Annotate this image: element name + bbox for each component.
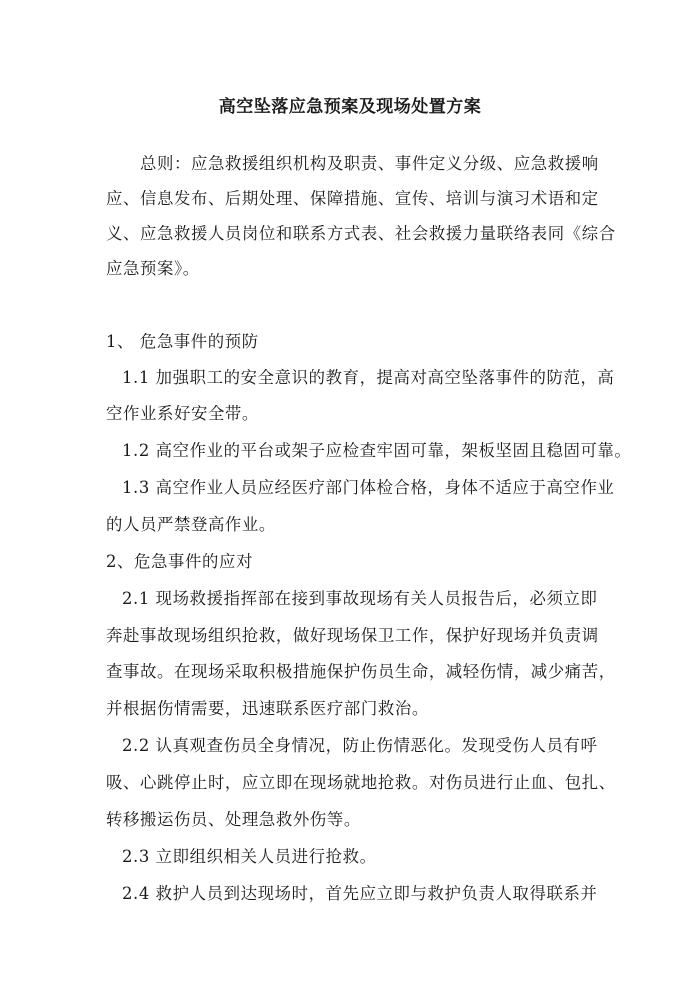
text-line: 转移搬运伤员、处理急救外伤等。	[106, 810, 361, 829]
text-line: 2.4 救护人员到达现场时，首先应立即与救护负责人取得联系并	[122, 884, 598, 903]
text-line: 1.3 高空作业人员应经医疗部门体检合格，身体不适应于高空作业	[122, 478, 615, 497]
text-line: 2.2 认真观查伤员全身情况，防止伤情恶化。发现受伤人员有呼	[122, 736, 598, 755]
text-line: 2.1 现场救援指挥部在接到事故现场有关人员报告后，必须立即	[122, 589, 598, 608]
text-line: 空作业系好安全带。	[106, 404, 259, 423]
text-line: 总则：应急救援组织机构及职责、事件定义分级、应急救援响	[140, 154, 599, 173]
document-title: 高空坠落应急预案及现场处置方案	[218, 97, 482, 117]
text-line: 查事故。在现场采取积极措施保护伤员生命，减轻伤情，减少痛苦，	[106, 662, 616, 681]
text-line: 吸、心跳停止时，应立即在现场就地抢救。对伤员进行止血、包扎、	[106, 773, 616, 792]
text-line: 应、信息发布、后期处理、保障措施、宣传、培训与演习术语和定	[106, 189, 599, 208]
text-line: 应急预案》。	[106, 259, 200, 278]
text-line: 的人员严禁登高作业。	[106, 515, 276, 534]
text-line: 并根据伤情需要，迅速联系医疗部门救治。	[106, 699, 429, 718]
text-line: 奔赴事故现场组织抢救，做好现场保卫工作，保护好现场并负责调	[106, 626, 599, 645]
text-line: 2、危急事件的应对	[106, 552, 253, 571]
text-line: 1.1 加强职工的安全意识的教育，提高对高空坠落事件的防范，高	[122, 368, 615, 387]
text-line: 义、应急救援人员岗位和联系方式表、社会救援力量联络表同《综合	[106, 224, 616, 243]
text-line: 2.3 立即组织相关人员进行抢救。	[122, 847, 377, 866]
text-line: 1.2 高空作业的平台或架子应检查牢固可靠，架板坚固且稳固可靠。	[122, 441, 632, 460]
text-line: 1、 危急事件的预防	[106, 332, 259, 351]
